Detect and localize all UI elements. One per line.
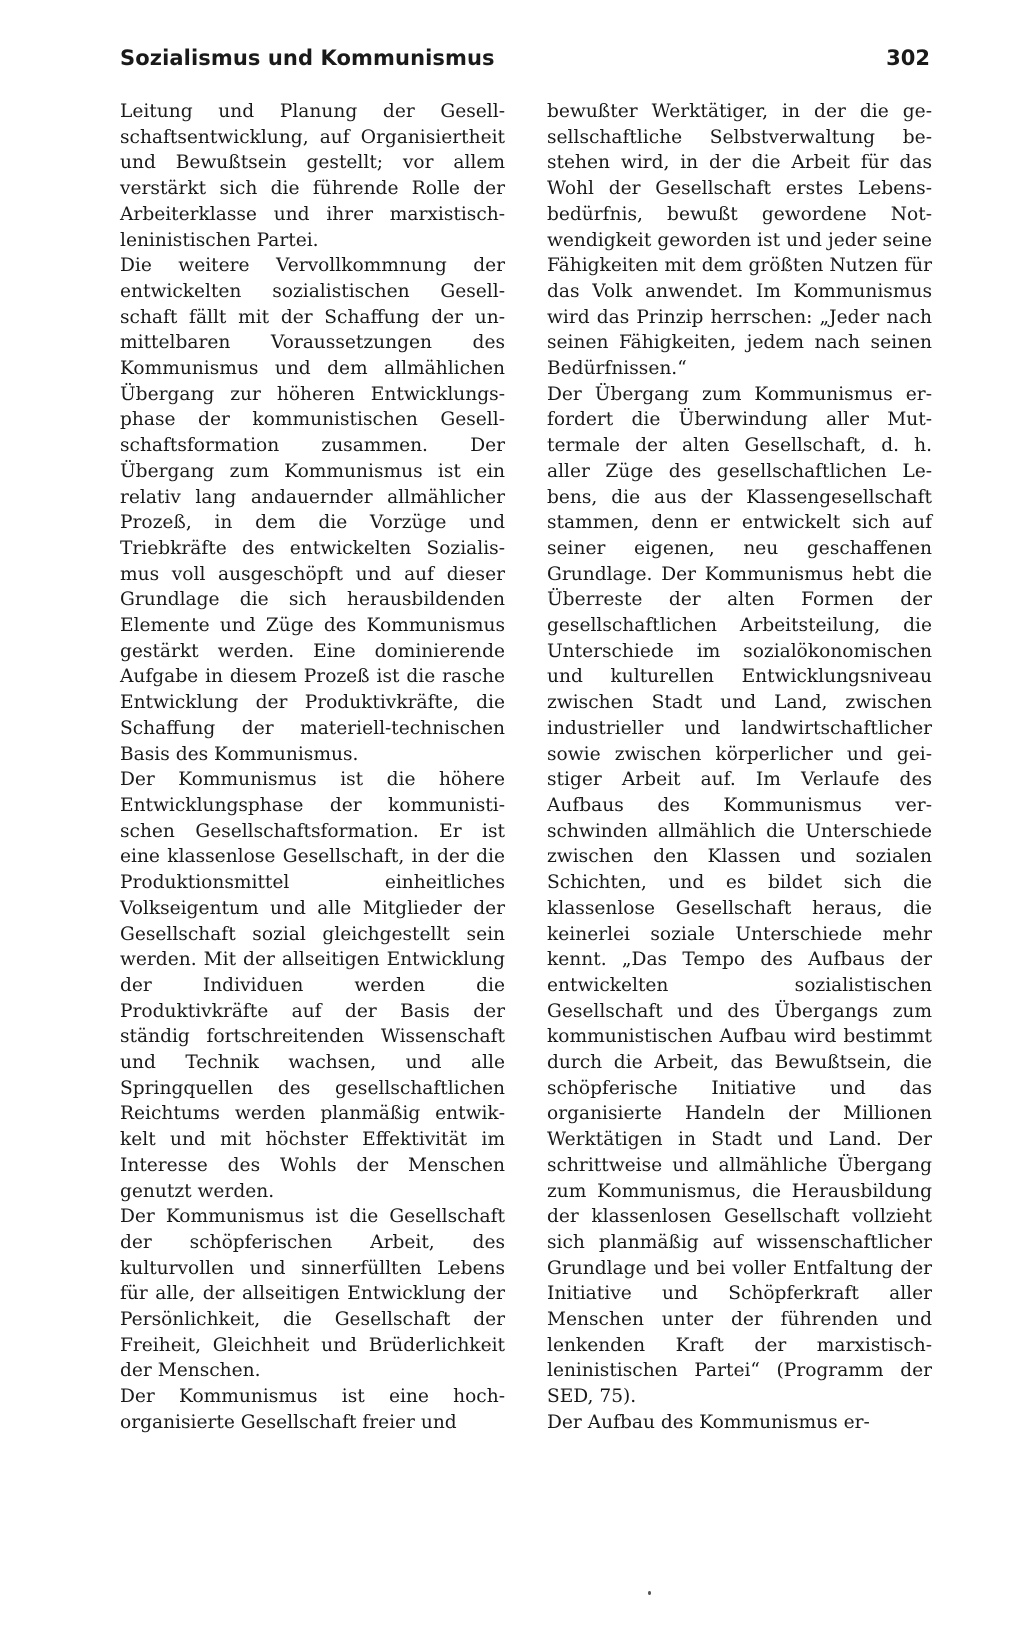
page-header — [120, 46, 930, 82]
page-number: 302 — [886, 46, 930, 70]
paragraph: Der Kommunismus ist die höhere Entwicklungsphase der kommunistischen Gesellschaftsformation. Er ist eine klassenlose Gesellschaft, in der die Produktionsmittel einheitliches Volkseigentum und alle Mitglieder der Gesellschaft sozial gleichgestellt sein werden. Mit der allseitigen Entwicklung der Individuen werden die Produktivkräfte auf der Basis der ständig fortschreitenden Wissenschaft und Technik wachsen, und alle Springquellen des gesellschaftlichen Reichtums werden planmäßig entwikkelt und mit höchster Effektivität im Interesse des Wohls der Menschen genutzt werden. — [120, 769, 505, 1202]
paragraph: Der Aufbau des Kommunismus er- — [547, 1411, 870, 1433]
print-speck — [648, 1591, 651, 1595]
paragraph: bewußter Werktätiger, in der die gesellschaftliche Selbstverwaltung bestehen wird, in der die Arbeit für das Wohl der Gesellschaft erstes Lebensbedürfnis, bewußt gewordene Notwendigkeit geworden ist und jeder seine Fähigkeiten mit dem größten Nutzen für das Volk anwendet. Im Kommunismus wird das Prinzip herrschen: „Jeder nach seinen Fähigkeiten, jedem nach seinen Bedürfnissen.“ — [547, 101, 932, 380]
running-head: Sozialismus und Kommunismus — [120, 46, 495, 70]
right-column — [547, 99, 932, 1436]
paragraph: Die weitere Vervollkommnung der entwickelten sozialistischen Gesellschaft fällt mit der Schaffung der unmittelbaren Voraussetzungen des Kommunismus und dem allmählichen Übergang zur höheren Entwicklungsphase der kommunistischen Gesellschaftsformation zusammen. Der Übergang zum Kommunismus ist ein relativ lang andauernder allmählicher Prozeß, in dem die Vorzüge und Triebkräfte des entwickelten Sozialismus voll ausgeschöpft und auf dieser Grundlage die sich herausbildenden Elemente und Züge des Kommunismus gestärkt werden. Eine dominierende Aufgabe in diesem Prozeß ist die rasche Entwicklung der Produktivkräfte, die Schaffung der materiell-technischen Basis des Kommunismus. — [120, 255, 505, 765]
paragraph: Der Übergang zum Kommunismus erfordert die Überwindung aller Muttermale der alten Gesellschaft, d. h. aller Züge des gesellschaftlichen Lebens, die aus der Klassengesellschaft stammen, denn er entwickelt sich auf seiner eigenen, neu geschaffenen Grundlage. Der Kommunismus hebt die Überreste der alten Formen der gesellschaftlichen Arbeitsteilung, die Unterschiede im sozialökonomischen und kulturellen Entwicklungsniveau zwischen Stadt und Land, zwischen industrieller und landwirtschaftlicher sowie zwischen körperlicher und geistiger Arbeit auf. Im Verlaufe des Aufbaus des Kommunismus verschwinden allmählich die Unterschiede zwischen den Klassen und sozialen Schichten, und es bildet sich die klassenlose Gesellschaft heraus, die keinerlei soziale Unterschiede mehr kennt. „Das Tempo des Aufbaus der entwickelten sozialistischen Gesellschaft und des Übergangs zum kommunistischen Aufbau wird bestimmt durch die Arbeit, das Bewußtsein, die schöpferische Initiative und das organisierte Handeln der Millionen Werktätigen in Stadt und Land. Der schrittweise und allmähliche Übergang zum Kommunismus, die Herausbildung der klassenlosen Gesellschaft vollzieht sich planmäßig auf wissenschaftlicher Grundlage und bei voller Entfaltung der Initiative und Schöpferkraft aller Menschen unter der führenden und lenkenden Kraft der marxistisch-leninistischen Partei“ (Programm der SED, 75). — [547, 383, 932, 1408]
paragraph: Der Kommunismus ist eine hochorganisierte Gesellschaft freier und — [120, 1386, 505, 1433]
paragraph: Der Kommunismus ist die Gesellschaft der schöpferischen Arbeit, des kulturvollen und sinnerfüllten Lebens für alle, der allseitigen Entwicklung der Persönlichkeit, die Gesellschaft der Freiheit, Gleichheit und Brüderlichkeit der Menschen. — [120, 1206, 505, 1382]
paragraph: Leitung und Planung der Gesellschaftsentwicklung, auf Organisiertheit und Bewußtsein gestellt; vor allem verstärkt sich die führende Rolle der Arbeiterklasse und ihrer marxistisch-leninistischen Partei. — [120, 101, 505, 251]
left-column — [120, 99, 505, 1436]
